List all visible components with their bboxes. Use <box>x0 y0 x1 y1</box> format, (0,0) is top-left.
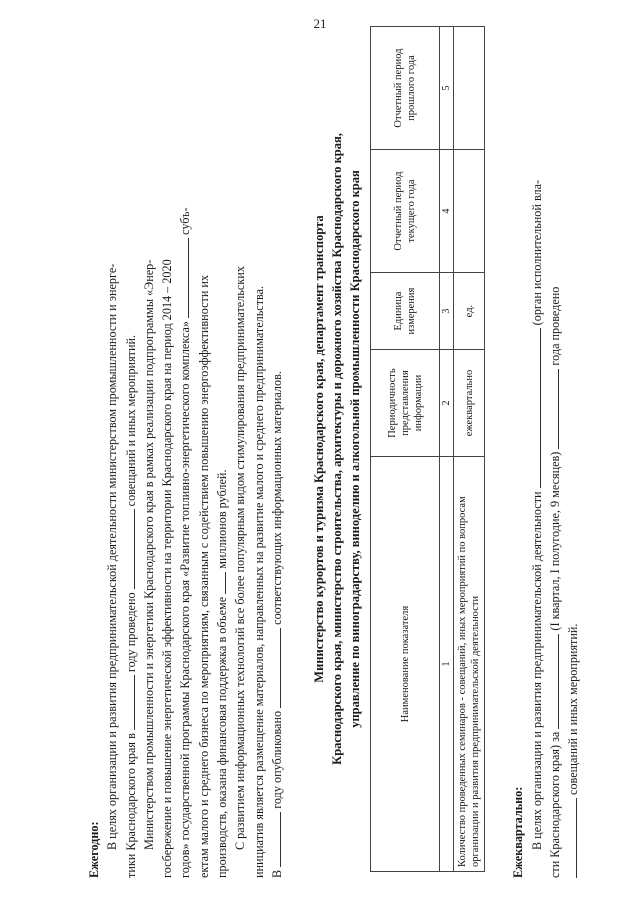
indicator-table <box>370 26 485 872</box>
column-number: 5 <box>440 27 454 150</box>
table-header-cell: Единица измерения <box>371 273 440 350</box>
table-row <box>454 27 485 872</box>
annual-p2-line3-b: субъ- <box>178 207 193 235</box>
column-number: 1 <box>440 456 454 871</box>
blank-field <box>213 572 226 594</box>
table-header-cell: Периодичность представления информации <box>371 350 440 457</box>
blank-field <box>122 675 135 730</box>
ministry-heading-line2: Краснодарского края, министерство строительства, архитектуры и дорожного хозяйства Краснодарского края, <box>330 133 345 765</box>
table-header-row <box>371 27 440 872</box>
annual-p1-line2-a: тики Краснодарского края в <box>123 733 138 878</box>
table-cell: Количество проведенных семинаров - совещаний, иных мероприятий по вопросам организации и развития предпринимательской деятельности <box>454 456 485 871</box>
annual-p3-line3-b: году опубликовано <box>269 710 284 809</box>
annual-p1-line1: В целях организации и развития предпринимательской деятельности министерством промышленности и энерге- <box>105 263 120 850</box>
blank-field <box>122 509 135 589</box>
annual-p1-line2 <box>122 20 140 878</box>
column-number: 3 <box>440 273 454 350</box>
annual-heading: Ежегодно: <box>87 821 101 878</box>
blank-field <box>268 812 281 867</box>
ministry-heading-line1: Министерство курортов и туризма Краснодарского края, департамент транспорта <box>312 215 327 683</box>
annual-p2-line4: ектам малого и среднего бизнеса по мероприятиям, связанным с содействием повышению энергоэффективности их <box>196 274 211 878</box>
annual-p2-line5 <box>213 20 231 878</box>
annual-p3-line3-c: соответствующих информационных материалов. <box>269 371 284 625</box>
quarterly-line3-b: совещаний и иных мероприятий. <box>566 623 581 795</box>
annual-p2-line3 <box>176 20 194 878</box>
annual-p2-line3-a: годов» государственной программы Краснодарского края «Развитие топливно-энергетического комплекса» <box>178 320 193 878</box>
ministry-heading-line3: управление по виноградарству, виноделию и алкогольной промышленности Краснодарского края <box>348 170 363 728</box>
quarterly-line2-c: года проведено <box>547 286 562 366</box>
annual-p2-line2: госбережение и повышение энергетической эффективности на территории Краснодарского края на период 2014 – 2020 <box>160 259 175 878</box>
quarterly-line2-b: (I квартал, I полугодие, 9 месяцев) <box>547 451 562 631</box>
quarterly-line1-b: (орган исполнительной вла- <box>529 179 544 326</box>
quarterly-heading: Ежеквартально: <box>511 786 526 878</box>
annual-p2-line5-a: производств, оказана финансовая поддержка в объеме <box>215 596 230 878</box>
table-header-cell: Наименование показателя <box>371 456 440 871</box>
annual-p1-line2-c: совещаний и иных мероприятий. <box>123 334 138 507</box>
column-number: 4 <box>440 150 454 273</box>
blank-field <box>546 634 559 729</box>
annual-p2-line1: Министерством промышленности и энергетики Краснодарского края в рамках реализации подпрограммы «Энер- <box>141 259 156 850</box>
annual-p3-line1: С развитием информационных технологий все более популярным видом стимулирования предпринимательских <box>233 266 248 850</box>
table-number-row <box>440 27 454 872</box>
page-number: 21 <box>313 16 327 31</box>
blank-field <box>176 238 189 318</box>
quarterly-line2 <box>546 20 564 878</box>
quarterly-line3 <box>564 20 582 878</box>
blank-field <box>564 798 577 878</box>
annual-p2-line5-b: миллионов рублей. <box>215 469 230 569</box>
column-number: 2 <box>440 350 454 457</box>
annual-p1-line2-b: году проведено <box>123 592 138 673</box>
table-header-cell: Отчетный период прошлого года <box>371 27 440 150</box>
table-cell: ед. <box>454 273 485 350</box>
rotated-page-content <box>85 20 605 878</box>
blank-field <box>546 369 559 449</box>
annual-p3-line3 <box>268 20 286 878</box>
table-header-cell: Отчетный период текущего года <box>371 150 440 273</box>
annual-p3-line3-a: В <box>269 869 284 878</box>
quarterly-line1 <box>528 20 546 878</box>
annual-p3-line2: инициатив является размещение материалов, направленных на развитие малого и среднего предпринимательства. <box>251 285 266 878</box>
table-cell <box>454 27 485 150</box>
table-cell: ежеквартально <box>454 350 485 457</box>
quarterly-line2-a: сти Краснодарского края) за <box>547 731 562 878</box>
blank-field <box>528 328 541 488</box>
table-cell <box>454 150 485 273</box>
blank-field <box>268 628 281 708</box>
quarterly-line1-a: В целях организации и развития предпринимательской деятельности <box>529 491 544 850</box>
